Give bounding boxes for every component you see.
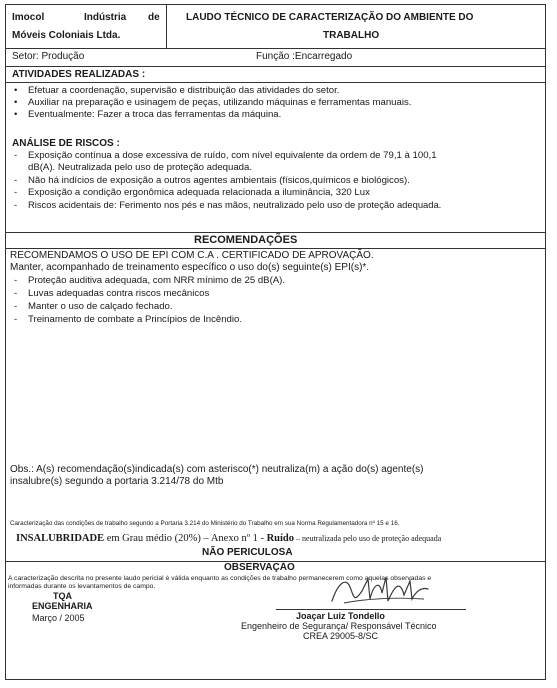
org-name-line1: TQA bbox=[53, 591, 72, 601]
activity-text: Efetuar a coordenação, supervisão e distribuição das atividades do setor. bbox=[28, 85, 340, 96]
report-title-line2: TRABALHO bbox=[323, 30, 380, 41]
handwritten-signature bbox=[324, 573, 434, 609]
recommendation-text: Proteção auditiva adequada, com NRR mínimo de 25 dB(A). bbox=[28, 275, 286, 286]
dash-icon: - bbox=[14, 314, 18, 325]
risk-text: Exposição contínua a dose excessiva de ruído, com nível equivalente da ordem de 79,1 à 100,1 bbox=[28, 150, 437, 161]
bullet-icon: • bbox=[14, 85, 18, 96]
recommendation-item bbox=[14, 301, 173, 312]
recommendations-top-rule bbox=[6, 232, 545, 233]
sector-field: Setor: Produção bbox=[12, 51, 85, 62]
risk-item bbox=[14, 175, 410, 186]
company-name-word1: Imocol bbox=[12, 12, 45, 23]
recommendation-item bbox=[14, 314, 242, 325]
observacao-line2: informadas durante os levantamentos de campo. bbox=[8, 583, 156, 590]
sector-bottom-rule bbox=[6, 66, 545, 67]
signer-crea: CREA 29005-8/SC bbox=[303, 631, 379, 641]
company-name-line2: Móveis Coloniais Ltda. bbox=[12, 30, 121, 41]
dash-icon: - bbox=[14, 288, 18, 299]
technical-report-document bbox=[5, 4, 546, 680]
ruido-note: – neutralizada pelo uso de proteção adequada bbox=[294, 534, 442, 543]
activity-item bbox=[14, 85, 339, 96]
risk-text: Exposição a condição ergonômica adequada relacionada a iluminância, 320 Lux bbox=[28, 187, 370, 198]
non-hazardous-label: NÃO PERICULOSA bbox=[202, 547, 293, 558]
report-title-line1: LAUDO TÉCNICO DE CARACTERIZAÇÃO DO AMBIENTE DO bbox=[186, 12, 474, 23]
recommendation-training-line: Manter, acompanhado de treinamento específico o uso do(s) seguinte(s) EPI(s)*. bbox=[10, 262, 370, 273]
activities-heading-rule bbox=[6, 82, 545, 83]
observacao-heading: OBSERVAÇÃO bbox=[224, 562, 295, 573]
signature-line bbox=[276, 609, 466, 610]
activities-heading: ATIVIDADES REALIZADAS : bbox=[12, 69, 146, 80]
observacao-line1: A caracterização descrita no presente laudo pericial é válida enquanto as condições de trabalho permanecerem como aquelas observadas e bbox=[8, 575, 432, 582]
risk-text: Riscos acidentais de: Ferimento nos pés e nas mãos, neutralizado pelo uso de proteção adequada. bbox=[28, 199, 442, 210]
ruido-label: Ruído bbox=[266, 533, 295, 544]
bullet-icon: • bbox=[14, 109, 18, 120]
recommendations-heading: RECOMENDAÇÕES bbox=[194, 234, 298, 246]
recommendation-text: Luvas adequadas contra riscos mecânicos bbox=[28, 288, 210, 299]
dash-icon: - bbox=[14, 199, 18, 210]
bullet-icon: • bbox=[14, 97, 18, 108]
header-divider bbox=[166, 5, 167, 48]
recommendation-item bbox=[14, 288, 209, 299]
obs-line1: Obs.: A(s) recomendação(s)indicada(s) com asterisco(*) neutraliza(m) a ação do(s) agente(s) bbox=[10, 464, 424, 475]
legal-basis-note: Caracterização das condições de trabalho segundo a Portaria 3.214 do Ministério do Trabalho em sua Norma Regulamentadora nº 15 e 16. bbox=[10, 520, 400, 527]
signer-role: Engenheiro de Segurança/ Responsável Técnico bbox=[241, 621, 437, 631]
insalubrity-line bbox=[16, 533, 441, 544]
function-field: Função :Encarregado bbox=[256, 51, 353, 62]
risk-item bbox=[14, 187, 370, 198]
dash-icon: - bbox=[14, 150, 18, 161]
recommendation-epi-line: RECOMENDAMOS O USO DE EPI COM C.A . CERTIFICADO DE APROVAÇÃO. bbox=[10, 250, 374, 261]
risk-item bbox=[14, 199, 441, 210]
header-bottom-rule bbox=[6, 48, 545, 49]
dash-icon: - bbox=[14, 175, 18, 186]
insalubrity-label: INSALUBRIDADE bbox=[16, 533, 105, 544]
risk-item-continuation: dB(A). Neutralizada pelo uso de proteção adequada. bbox=[28, 162, 253, 173]
activity-item bbox=[14, 97, 411, 108]
risk-analysis-heading: ANÁLISE DE RISCOS : bbox=[12, 138, 120, 149]
activity-text: Auxiliar na preparação e usinagem de peças, utilizando máquinas e ferramentas manuais. bbox=[28, 97, 412, 108]
recommendation-text: Manter o uso de calçado fechado. bbox=[28, 301, 173, 312]
dash-icon: - bbox=[14, 187, 18, 198]
report-date: Março / 2005 bbox=[32, 613, 85, 623]
insalubrity-grade: em Grau médio (20%) – Anexo nº 1 - bbox=[104, 533, 267, 544]
org-name-line2: ENGENHARIA bbox=[32, 601, 93, 611]
dash-icon: - bbox=[14, 301, 18, 312]
dash-icon: - bbox=[14, 275, 18, 286]
risk-text: Não há indícios de exposição a outros agentes ambientais (físicos,químicos e biológicos). bbox=[28, 175, 410, 186]
risk-item bbox=[14, 150, 437, 161]
recommendation-item bbox=[14, 275, 285, 286]
recommendation-text: Treinamento de combate a Princípios de Incêndio. bbox=[28, 314, 243, 325]
recommendations-heading-rule bbox=[6, 248, 545, 249]
company-name-word2: Indústria bbox=[84, 12, 127, 23]
company-name-word3: de bbox=[148, 12, 160, 23]
activity-item bbox=[14, 109, 281, 120]
signer-name: Joaçar Luiz Tondello bbox=[296, 611, 385, 621]
activity-text: Eventualmente: Fazer a troca das ferramentas da máquina. bbox=[28, 109, 282, 120]
obs-line2: insalubre(s) segundo a portaria 3.214/78 do Mtb bbox=[10, 476, 224, 487]
